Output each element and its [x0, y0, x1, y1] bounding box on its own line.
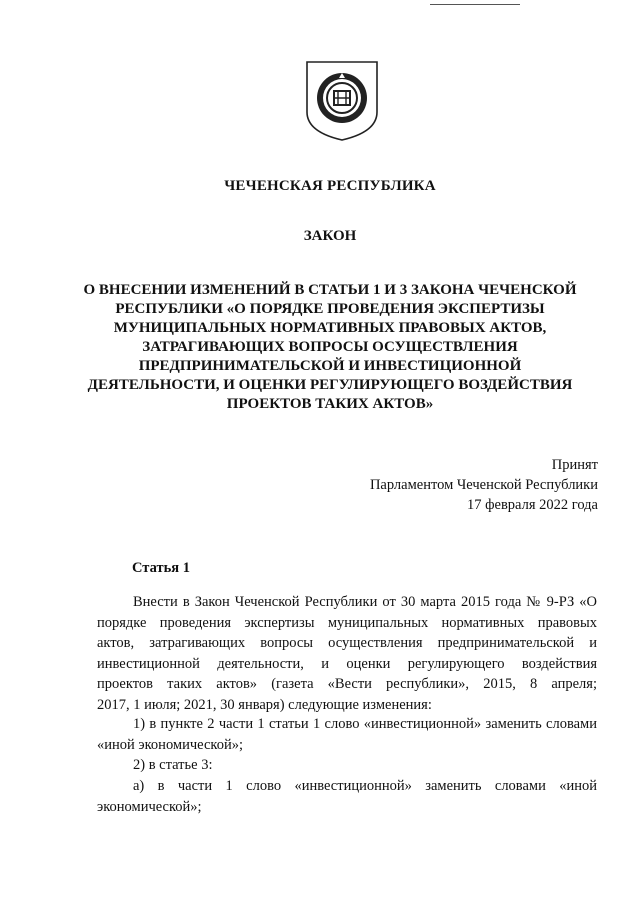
- item-2-paragraph: [97, 755, 597, 776]
- article-heading: Статья 1: [132, 560, 190, 576]
- paragraph-line: актов, затрагивающих вопросы осуществления предпринимательской и: [97, 635, 597, 651]
- republic-name: ЧЕЧЕНСКАЯ РЕСПУБЛИКА: [224, 178, 436, 194]
- title-line: О ВНЕСЕНИИ ИЗМЕНЕНИЙ В СТАТЬИ 1 И 3 ЗАКОНА ЧЕЧЕНСКОЙ: [83, 282, 577, 298]
- coat-of-arms-emblem: [305, 60, 379, 142]
- item-1-paragraph: [97, 714, 597, 755]
- top-rule: [430, 4, 520, 5]
- item-2a-paragraph: [97, 776, 597, 817]
- article-intro-paragraph: [97, 592, 597, 715]
- title-line: ПРОЕКТОВ ТАКИХ АКТОВ»: [226, 396, 434, 412]
- paragraph-line: Внести в Закон Чеченской Республики от 30 марта 2015 года № 9-РЗ «О: [133, 594, 597, 610]
- adoption-block: [370, 455, 598, 515]
- paragraph-line: а) в части 1 слово «инвестиционной» заменить словами «иной: [133, 778, 597, 794]
- law-title: [60, 281, 600, 414]
- paragraph-line: 2017, 1 июля; 2021, 30 января) следующие изменения:: [97, 696, 432, 713]
- paragraph-line: проектов таких актов» (газета «Вести республики», 2015, 8 апреля;: [97, 676, 597, 692]
- title-line: ДЕЯТЕЛЬНОСТИ, И ОЦЕНКИ РЕГУЛИРУЮЩЕГО ВОЗДЕЙСТВИЯ: [87, 377, 573, 393]
- title-line: ЗАТРАГИВАЮЩИХ ВОПРОСЫ ОСУЩЕСТВЛЕНИЯ: [142, 339, 518, 355]
- paragraph-line: 2) в статье 3:: [133, 757, 213, 773]
- paragraph-line: экономической»;: [97, 798, 202, 815]
- paragraph-line: «иной экономической»;: [97, 736, 243, 753]
- paragraph-line: инвестиционной деятельности, и оценки регулирующего воздействия: [97, 655, 597, 672]
- paragraph-line: 1) в пункте 2 части 1 статьи 1 слово «инвестиционной» заменить словами: [133, 716, 597, 732]
- title-line: МУНИЦИПАЛЬНЫХ НОРМАТИВНЫХ ПРАВОВЫХ АКТОВ,: [113, 320, 547, 336]
- title-line: РЕСПУБЛИКИ «О ПОРЯДКЕ ПРОВЕДЕНИЯ ЭКСПЕРТИЗЫ: [115, 301, 545, 317]
- adopted-by: Парламентом Чеченской Республики: [369, 477, 598, 493]
- paragraph-line: порядке проведения экспертизы муниципальных нормативных правовых: [97, 614, 597, 631]
- adopted-date: 17 февраля 2022 года: [466, 497, 598, 513]
- title-line: ПРЕДПРИНИМАТЕЛЬСКОЙ И ИНВЕСТИЦИОННОЙ: [138, 358, 522, 374]
- document-type: ЗАКОН: [303, 228, 357, 244]
- adopted-label: Принят: [551, 457, 598, 473]
